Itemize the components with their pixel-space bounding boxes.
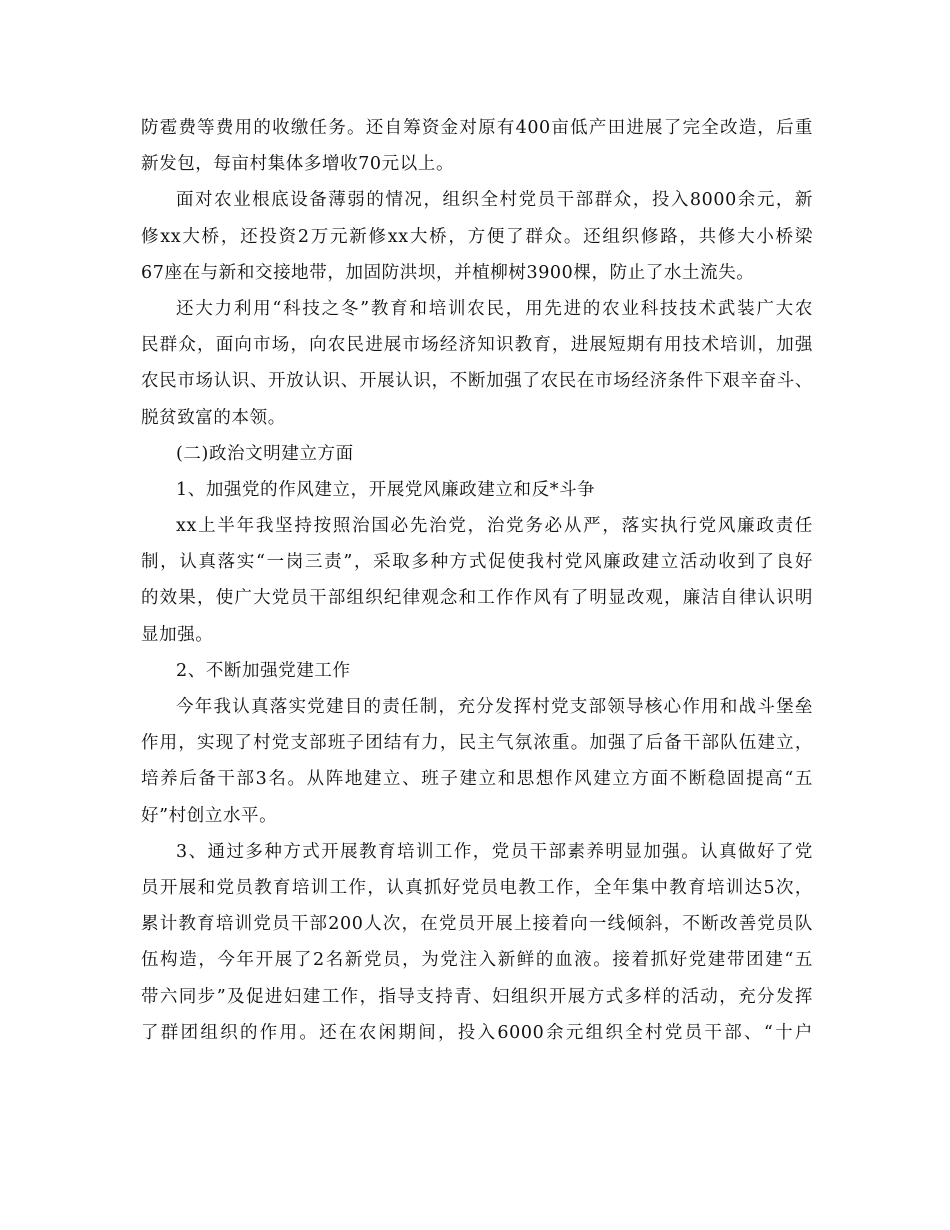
subsection-heading: 1、加强党的作风建立，开展党风廉政建立和反*斗争 bbox=[176, 479, 596, 500]
text-line: 3、通过多种方式开展教育培训工作，党员干部素养明显加强。认真做好了党 bbox=[176, 841, 813, 862]
text-line: 修xx大桥，还投资2万元新修xx大桥，方便了群众。还组织修路，共修大小桥梁 bbox=[141, 226, 813, 247]
text-line: 好”村创立水平。 bbox=[141, 805, 278, 826]
text-line: 农民市场认识、开放认识、开展认识，不断加强了农民在市场经济条件下艰辛奋斗、 bbox=[141, 371, 813, 392]
document-page bbox=[141, 110, 813, 1051]
text-line: 显加强。 bbox=[141, 624, 214, 645]
text-line: 新发包，每亩村集体多增收70元以上。 bbox=[141, 154, 455, 175]
text-line: 作用，实现了村党支部班子团结有力，民主气氛浓重。加强了后备干部队伍建立， bbox=[141, 733, 813, 754]
text-line: 了群团组织的作用。还在农闲期间，投入6000余元组织全村党员干部、“十户 bbox=[141, 1022, 813, 1043]
text-line: 培养后备干部3名。从阵地建立、班子建立和思想作风建立方面不断稳固提高“五 bbox=[141, 769, 813, 790]
subsection-heading: 2、不断加强党建工作 bbox=[176, 660, 351, 681]
text-line: xx上半年我坚持按照治国必先治党，治党务必从严，落实执行党风廉政责任 bbox=[176, 516, 813, 537]
text-line: 伍构造，今年开展了2名新党员，为党注入新鲜的血液。接着抓好党建带团建“五 bbox=[141, 950, 813, 971]
text-line: 今年我认真落实党建目的责任制，充分发挥村党支部领导核心作用和战斗堡垒 bbox=[176, 697, 813, 717]
text-line: 民群众，面向市场，向农民进展市场经济知识教育，进展短期有用技术培训，加强 bbox=[141, 335, 813, 356]
text-line: 员开展和党员教育培训工作，认真抓好党员电教工作，全年集中教育培训达5次， bbox=[141, 877, 813, 898]
text-line: 的效果，使广大党员干部组织纪律观念和工作作风有了明显改观，廉洁自律认识明 bbox=[141, 588, 813, 609]
text-line: 67座在与新和交接地带，加固防洪坝，并植柳树3900棵，防止了水土流失。 bbox=[141, 262, 755, 283]
text-line: 面对农业根底设备薄弱的情况，组织全村党员干部群众，投入8000余元，新 bbox=[176, 190, 813, 211]
text-line: 累计教育培训党员干部200人次，在党员开展上接着向一线倾斜，不断改善党员队 bbox=[141, 914, 813, 935]
section-heading: (二)政治文明建立方面 bbox=[176, 443, 354, 464]
text-line: 防雹费等费用的收缴任务。还自筹资金对原有400亩低产田进展了完全改造，后重 bbox=[141, 118, 813, 138]
text-line: 制，认真落实“一岗三责”，采取多种方式促使我村党风廉政建立活动收到了良好 bbox=[141, 552, 813, 573]
text-line: 带六同步”及促进妇建工作，指导支持青、妇组织开展方式多样的活动，充分发挥 bbox=[141, 986, 813, 1007]
text-line: 还大力利用“科技之冬”教育和培训农民，用先进的农业科技技术武装广大农 bbox=[176, 298, 813, 319]
text-line: 脱贫致富的本领。 bbox=[141, 407, 286, 428]
